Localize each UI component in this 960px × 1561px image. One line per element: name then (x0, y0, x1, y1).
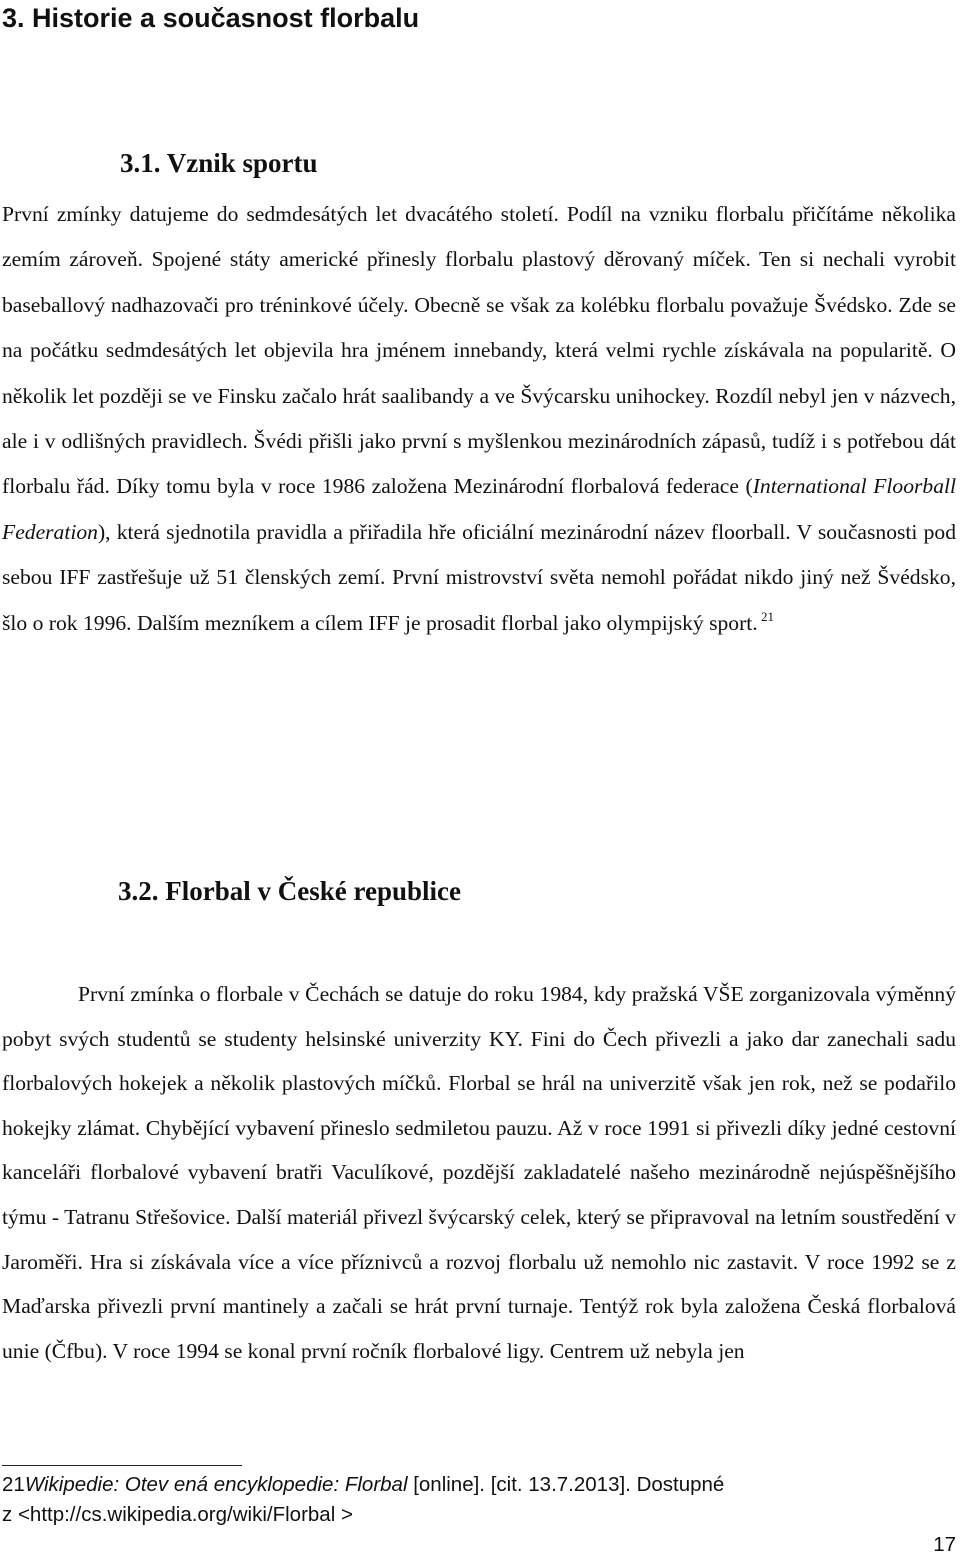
section-title-vznik-sportu: 3.1. Vznik sportu (120, 148, 318, 178)
paragraph-text: ), která sjednotila pravidla a přiřadila hře oficiální mezinárodní název floorball. V současnosti pod sebou IFF zastřešuje už 51 členských zemí. První mistrovství světa nemohl pořádat nikdo jiný než Švédsko, šlo o rok 1996. Dalším mezníkem a cílem IFF je prosadit florbal jako olympijský sport. (2, 519, 956, 635)
footnote-separator (2, 1465, 242, 1466)
footnote-source-title: Wikipedie: Otev ená encyklopedie: Florbal (24, 1473, 408, 1496)
section-title-florbal-cr: 3.2. Florbal v České republice (118, 876, 461, 906)
footnote-link-text: z <http://cs.wikipedia.org/wiki/Florbal > (2, 1503, 353, 1526)
paragraph-italic-term: International Floorball Federation (2, 474, 956, 544)
footnote-reference-number: 21 (760, 608, 774, 624)
page-number: 17 (933, 1533, 956, 1556)
paragraph-text: První zmínky datujeme do sedmdesátých let dvacátého století. Podíl na vzniku florbalu přičítáme několika zemím zároveň. Spojené státy americké přinesly florbalu plastový děrovaný míček. Ten si nechali vyrobit baseballový nadhazovači pro tréninkové účely. Obecně se však za kolébku florbalu považuje Švédsko. Zde se na počátku sedmdesátých let objevila hra jménem innebandy, která velmi rychle získávala na popularitě. O několik let později se ve Finsku začalo hrát saalibandy a ve Švýcarsku unihockey. Rozdíl nebyl jen v názvech, ale i v odlišných pravidlech. Švédi přišli jako první s myšlenkou mezinárodních zápasů, tudíž i s potřebou dát florbalu řád. Díky tomu byla v roce 1986 založena Mezinárodní florbalová federace ( (2, 202, 956, 499)
footnote-reference (758, 609, 774, 624)
paragraph-vznik-sportu (2, 192, 956, 646)
paragraph-florbal-cr: První zmínka o florbale v Čechách se datuje do roku 1984, kdy pražská VŠE zorganizovala výměnný pobyt svých studentů se studenty helsinské univerzity KY. Fini do Čech přivezli a jako dar zanechali sadu florbalových hokejek a několik plastových míčků. Florbal se hrál na univerzitě však jen rok, než se podařilo hokejky zlámat. Chybějící vybavení přineslo sedmiletou pauzu. Až v roce 1991 si přivezli díky jedné cestovní kanceláři florbalové vybavení bratři Vaculíkové, pozdější zakladatelé našeho mezinárodně nejúspěšnějšího týmu - Tatranu Střešovice. Další materiál přivezl švýcarský celek, který se připravoval na letním soustředění v Jaroměři. Hra si získávala více a více příznivců a rozvoj florbalu už nemohlo nic zastavit. V roce 1992 se z Maďarska přivezli první mantinely a začali se hrát první turnaje. Tentýž rok byla založena Česká florbalová unie (Čfbu). V roce 1994 se konal první ročník florbalové ligy. Centrem už nebyla jen (2, 982, 956, 1363)
footnote (2, 1470, 902, 1530)
footnote-text: [online]. [cit. 13.7.2013]. Dostupné (407, 1473, 725, 1496)
chapter-title: 3. Historie a současnost florbalu (2, 3, 420, 33)
footnote-number: 21 (2, 1473, 25, 1496)
